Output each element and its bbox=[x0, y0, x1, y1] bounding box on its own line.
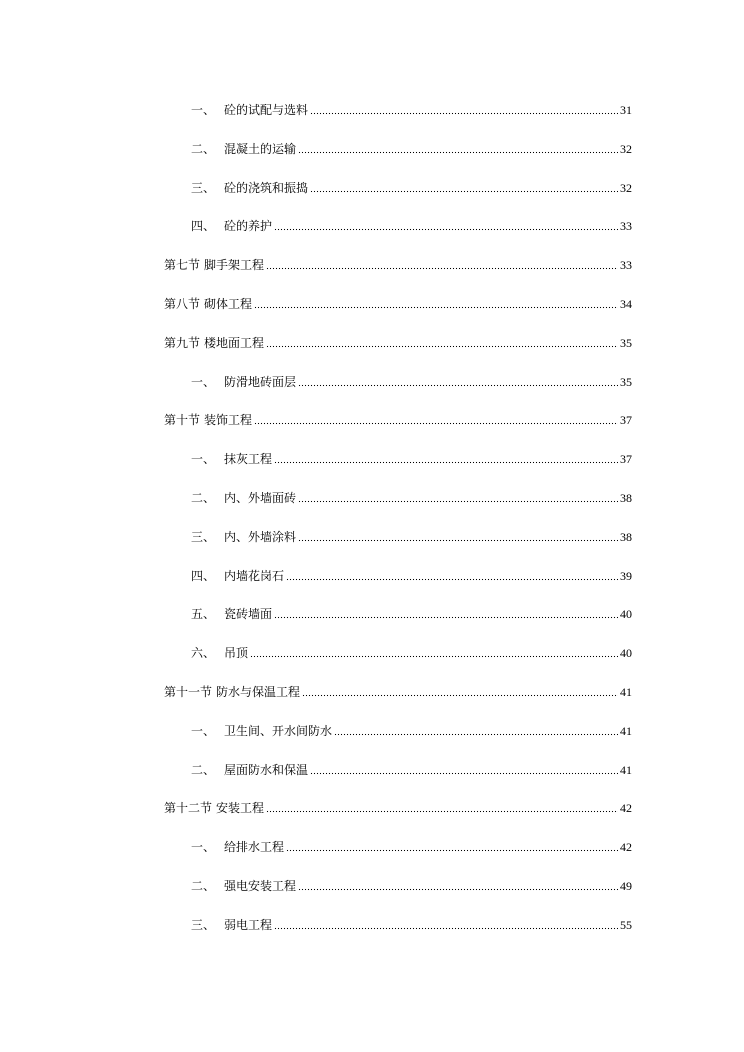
toc-entry-number: 第七节 bbox=[164, 258, 201, 273]
toc-subsection-entry[interactable] bbox=[191, 876, 632, 896]
toc-page-number: 39 bbox=[620, 568, 632, 583]
toc-entry-title: 强电安装工程 bbox=[224, 879, 297, 893]
dot-leader bbox=[254, 413, 618, 425]
dot-leader bbox=[250, 646, 618, 658]
toc-entry-title: 弱电工程 bbox=[224, 917, 273, 932]
dot-leader bbox=[302, 685, 618, 697]
toc-subsection-entry[interactable] bbox=[191, 527, 632, 547]
toc-page-number: 34 bbox=[620, 297, 632, 311]
toc-subsection-entry[interactable] bbox=[191, 721, 632, 741]
toc-entry-number: 一、 bbox=[191, 103, 216, 117]
toc-entry-title: 砼的试配与选料 bbox=[224, 103, 309, 117]
toc-entry-number: 一、 bbox=[191, 452, 216, 467]
toc-entry-title: 瓷砖墙面 bbox=[224, 607, 273, 622]
dot-leader bbox=[298, 491, 618, 503]
toc-section-entry[interactable] bbox=[164, 333, 632, 353]
toc-entry-title: 脚手架工程 bbox=[204, 258, 265, 273]
toc-entry-number: 四、 bbox=[191, 568, 216, 583]
toc-section-entry[interactable] bbox=[164, 294, 632, 314]
toc-subsection-entry[interactable] bbox=[191, 760, 632, 780]
dot-leader bbox=[298, 375, 618, 387]
toc-page-number: 35 bbox=[620, 335, 632, 350]
toc-entry-title: 防水与保温工程 bbox=[216, 685, 301, 699]
toc-entry-title: 砼的养护 bbox=[224, 219, 273, 234]
toc-page-number: 38 bbox=[620, 529, 632, 544]
toc-entry-number: 六、 bbox=[191, 646, 216, 661]
toc-page-number: 35 bbox=[620, 374, 632, 389]
toc-subsection-entry[interactable] bbox=[191, 604, 632, 624]
toc-entry-title: 内、外墙面砖 bbox=[224, 491, 297, 505]
toc-entry-number: 第八节 bbox=[164, 297, 201, 311]
toc-entry-title: 防滑地砖面层 bbox=[224, 374, 297, 389]
toc-page-number: 33 bbox=[620, 219, 632, 234]
toc-page-number: 55 bbox=[620, 917, 632, 932]
dot-leader bbox=[286, 569, 618, 581]
toc-entry-title: 内、外墙涂料 bbox=[224, 529, 297, 544]
toc-entry-title: 混凝土的运输 bbox=[224, 141, 297, 156]
toc-entry-title: 安装工程 bbox=[216, 801, 265, 816]
toc-page-number: 33 bbox=[620, 258, 632, 273]
toc-subsection-entry[interactable] bbox=[191, 100, 632, 120]
toc-subsection-entry[interactable] bbox=[191, 488, 632, 508]
toc-subsection-entry[interactable] bbox=[191, 566, 632, 586]
toc-page-number: 32 bbox=[620, 180, 632, 195]
toc-entry-title: 装饰工程 bbox=[204, 413, 253, 428]
dot-leader bbox=[310, 181, 618, 193]
toc-entry-title: 砌体工程 bbox=[204, 297, 253, 311]
dot-leader bbox=[298, 530, 618, 542]
toc-entry-number: 一、 bbox=[191, 374, 216, 389]
toc-subsection-entry[interactable] bbox=[191, 915, 632, 935]
dot-leader bbox=[266, 801, 618, 813]
toc-entry-title: 屋面防水和保温 bbox=[224, 762, 309, 777]
dot-leader bbox=[310, 763, 618, 775]
toc-entry-title: 吊顶 bbox=[224, 646, 249, 661]
toc-entry-number: 第九节 bbox=[164, 335, 201, 350]
toc-page-number: 49 bbox=[620, 879, 632, 893]
dot-leader bbox=[254, 297, 618, 309]
toc-page-number: 37 bbox=[620, 452, 632, 467]
toc-entry-number: 三、 bbox=[191, 180, 216, 195]
toc-page-number: 41 bbox=[620, 723, 632, 738]
toc-page-number: 40 bbox=[620, 607, 632, 622]
toc-subsection-entry[interactable] bbox=[191, 372, 632, 392]
toc-entry-title: 砼的浇筑和振捣 bbox=[224, 180, 309, 195]
toc-entry-title: 楼地面工程 bbox=[204, 335, 265, 350]
toc-subsection-entry[interactable] bbox=[191, 643, 632, 663]
toc-page-number: 41 bbox=[620, 685, 632, 699]
dot-leader bbox=[310, 103, 618, 115]
toc-page-number: 42 bbox=[620, 801, 632, 816]
toc-subsection-entry[interactable] bbox=[191, 139, 632, 159]
dot-leader bbox=[266, 336, 618, 348]
toc-entry-number: 二、 bbox=[191, 491, 216, 505]
dot-leader bbox=[298, 879, 618, 891]
dot-leader bbox=[274, 607, 618, 619]
toc-page-number: 37 bbox=[620, 413, 632, 428]
toc-entry-number: 二、 bbox=[191, 762, 216, 777]
toc-section-entry[interactable] bbox=[164, 410, 632, 430]
toc-entry-number: 三、 bbox=[191, 917, 216, 932]
toc-page-number: 42 bbox=[620, 840, 632, 855]
toc-entry-number: 二、 bbox=[191, 879, 216, 893]
toc-subsection-entry[interactable] bbox=[191, 216, 632, 236]
toc-entry-title: 给排水工程 bbox=[224, 840, 285, 855]
dot-leader bbox=[266, 258, 618, 270]
dot-leader bbox=[274, 452, 618, 464]
dot-leader bbox=[298, 142, 618, 154]
toc-entry-number: 四、 bbox=[191, 219, 216, 234]
toc-entry-title: 内墙花岗石 bbox=[224, 568, 285, 583]
toc-section-entry[interactable] bbox=[164, 682, 632, 702]
toc-entry-number: 二、 bbox=[191, 141, 216, 156]
dot-leader bbox=[334, 724, 618, 736]
toc-subsection-entry[interactable] bbox=[191, 837, 632, 857]
toc-section-entry[interactable] bbox=[164, 255, 632, 275]
toc-entry-number: 第十节 bbox=[164, 413, 201, 428]
toc-entry-number: 第十一节 bbox=[164, 685, 213, 699]
toc-entry-number: 第十二节 bbox=[164, 801, 213, 816]
toc-entry-number: 一、 bbox=[191, 723, 216, 738]
dot-leader bbox=[274, 918, 618, 930]
toc-entry-title: 抹灰工程 bbox=[224, 452, 273, 467]
dot-leader bbox=[286, 840, 618, 852]
toc-section-entry[interactable] bbox=[164, 798, 632, 818]
toc-page-number: 41 bbox=[620, 762, 632, 777]
toc-entry-number: 三、 bbox=[191, 529, 216, 544]
toc-entry-number: 一、 bbox=[191, 840, 216, 855]
toc-page-number: 40 bbox=[620, 646, 632, 661]
toc-page-number: 38 bbox=[620, 491, 632, 505]
toc-page-number: 32 bbox=[620, 141, 632, 156]
dot-leader bbox=[274, 219, 618, 231]
toc-page-number: 31 bbox=[620, 103, 632, 117]
toc-subsection-entry[interactable] bbox=[191, 449, 632, 469]
toc-entry-number: 五、 bbox=[191, 607, 216, 622]
toc-entry-title: 卫生间、开水间防水 bbox=[224, 723, 333, 738]
toc-subsection-entry[interactable] bbox=[191, 178, 632, 198]
